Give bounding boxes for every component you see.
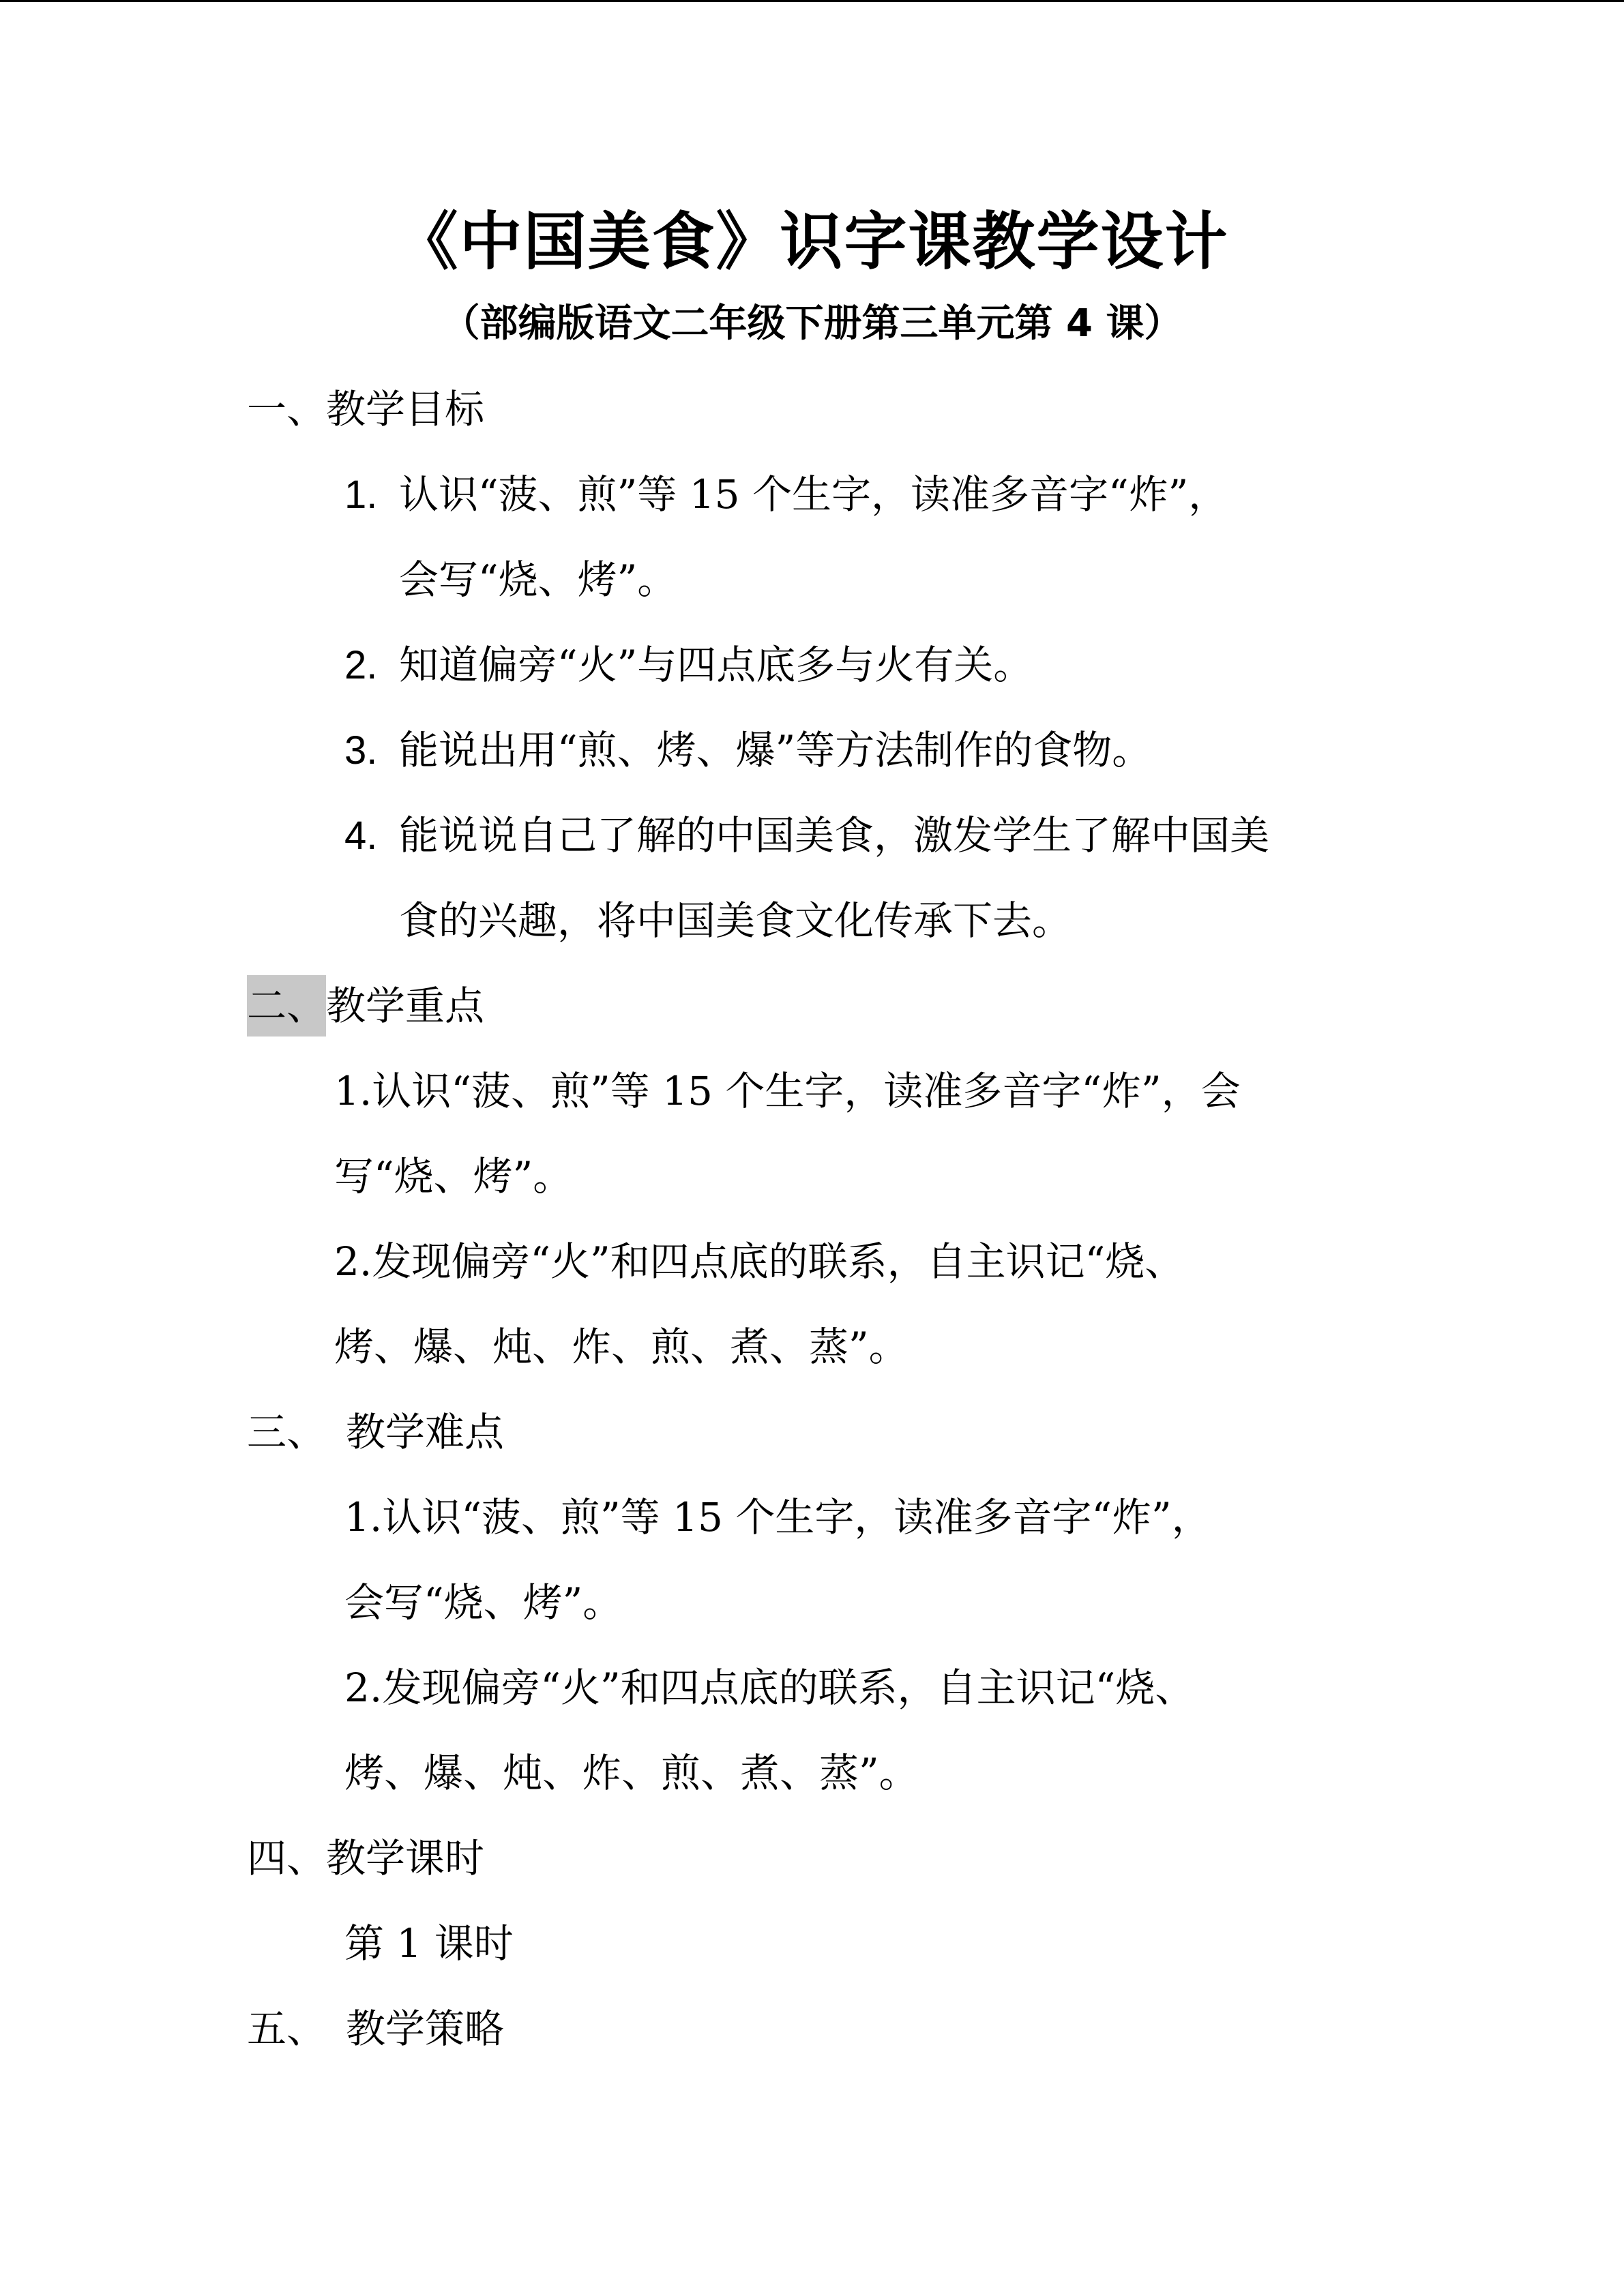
section-heading-objectives (247, 378, 484, 440)
objective-item-4-line-1 (344, 805, 1269, 867)
lesson-hours-value: 第 1 课时 (344, 1920, 514, 1967)
key-point-2-line-1: 2.发现偏旁“火”和四点底的联系，自主识记“烧、 (334, 1238, 1185, 1285)
item-number: 4. (344, 814, 378, 858)
section-number: 四、 (247, 1835, 327, 1881)
section-heading-key-points (247, 975, 484, 1037)
objective-item-2 (344, 634, 1033, 696)
section-title: 教学难点 (346, 1409, 505, 1455)
section-number: 三、 (247, 1409, 327, 1455)
section-title: 教学策略 (346, 2006, 505, 2052)
item-text: 能说出用“煎、烤、爆”等方法制作的食物。 (399, 727, 1152, 773)
section-number: 一、 (247, 386, 327, 432)
objective-item-4-line-2: 食的兴趣，将中国美食文化传承下去。 (399, 897, 1072, 944)
item-number: 1. (344, 473, 378, 517)
objective-item-3 (344, 719, 1151, 781)
item-text: 认识“菠、煎”等 15 个生字，读准多音字“炸”， (399, 471, 1228, 518)
section-heading-strategy (247, 1998, 504, 2059)
section-title: 教学目标 (326, 386, 485, 432)
objective-item-1-line-1 (344, 464, 1228, 526)
section-number: 五、 (247, 2006, 327, 2052)
item-number: 3. (344, 728, 378, 773)
item-text: 知道偏旁“火”与四点底多与火有关。 (399, 642, 1033, 688)
difficulty-1-line-1: 1.认识“菠、煎”等 15 个生字，读准多音字“炸”， (344, 1494, 1211, 1540)
page-top-border (0, 0, 1624, 2)
objective-item-1-line-2: 会写“烧、烤”。 (399, 556, 677, 603)
item-number: 2. (344, 643, 378, 687)
key-point-1-line-2: 写“烧、烤”。 (334, 1153, 573, 1199)
section-title: 教学课时 (326, 1835, 485, 1881)
key-point-2-line-2: 烤、爆、炖、炸、煎、煮、蒸”。 (334, 1324, 909, 1370)
document-subtitle: （部编版语文二年级下册第三单元第 4 课） (441, 301, 1183, 346)
difficulty-2-line-1: 2.发现偏旁“火”和四点底的联系，自主识记“烧、 (344, 1665, 1195, 1711)
key-point-1-line-1: 1.认识“菠、煎”等 15 个生字，读准多音字“炸”，会 (334, 1068, 1241, 1114)
difficulty-1-line-2: 会写“烧、烤”。 (344, 1579, 623, 1626)
section-title: 教学重点 (326, 983, 485, 1029)
section-number-highlighted: 二、 (247, 975, 326, 1037)
section-heading-lesson-hours (247, 1828, 484, 1889)
item-text: 能说说自己了解的中国美食，激发学生了解中国美 (399, 812, 1270, 859)
section-heading-difficulties (247, 1401, 504, 1463)
difficulty-2-line-2: 烤、爆、炖、炸、煎、煮、蒸”。 (344, 1750, 919, 1796)
document-title: 《中国美食》识字课教学设计 (395, 205, 1229, 278)
